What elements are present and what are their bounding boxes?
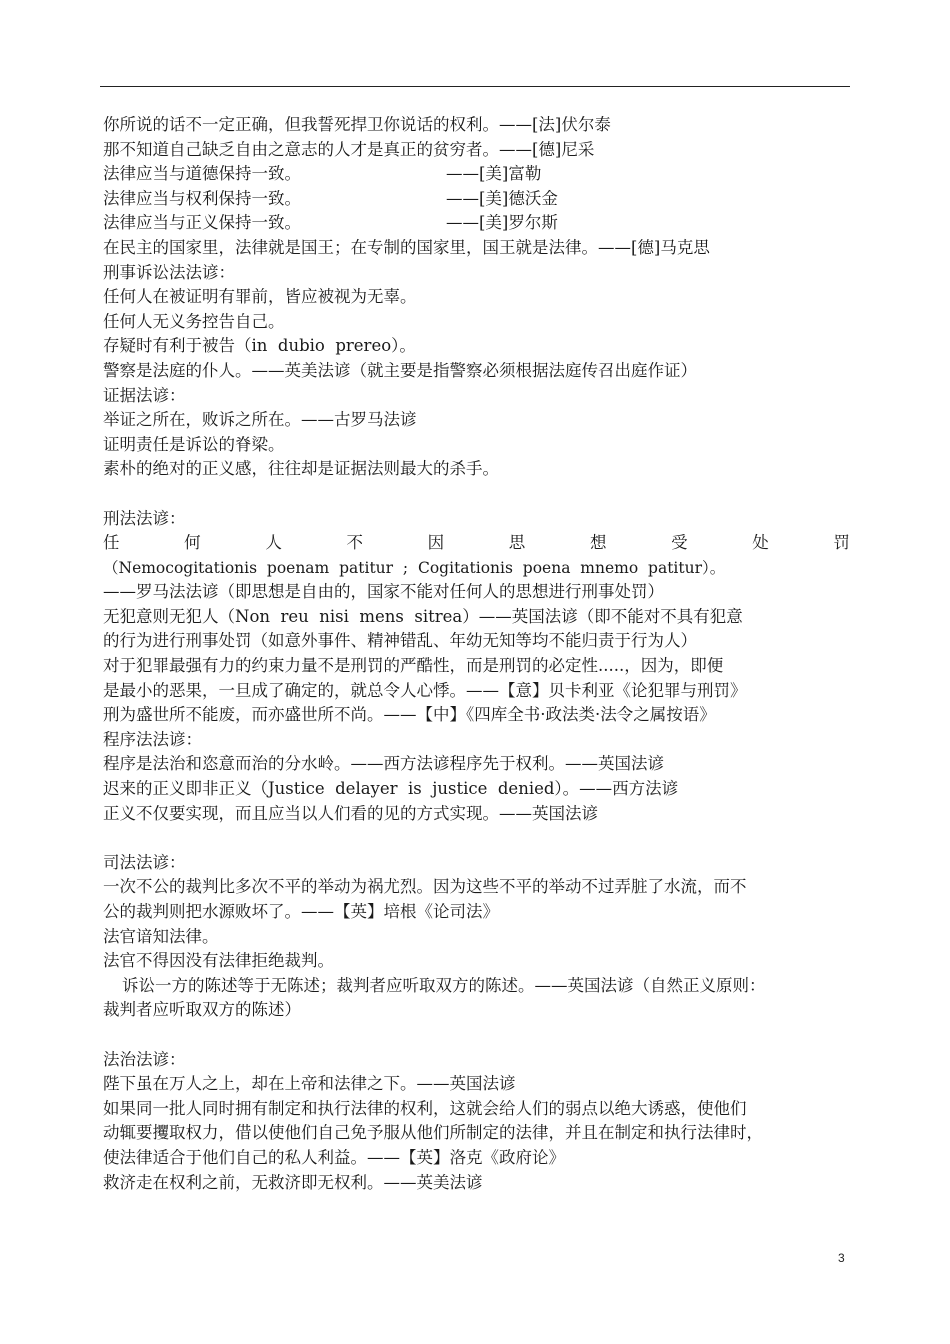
section-heading: 程序法法谚： [103,729,202,749]
quote-text: 法律应当与正义保持一致。 [103,213,301,233]
quote-line: 一次不公的裁判比多次不平的举动为祸尤烈。因为这些不平的举动不过弄脏了水流，而不 [103,877,747,897]
quote-line: 存疑时有利于被告（in dubio prereo）。 [103,336,416,356]
quote-line: 迟来的正义即非正义（Justice delayer is justice denied）。——西方法谚 [103,779,679,799]
blank-line [103,1023,850,1048]
char: 何 [184,533,201,553]
quote-line: 任何人在被证明有罪前，皆应被视为无辜。 [103,287,417,307]
quote-line: 使法律适合于他们自己的私人利益。——【英】洛克《政府论》 [103,1147,565,1167]
quote-line: （Nemocogitationis poenam patitur ; Cogitationis poena mnemo patitur）。 [103,558,726,577]
char: 受 [671,533,688,553]
quote-line: 程序是法治和恣意而治的分水岭。——西方法谚程序先于权利。——英国法谚 [103,754,664,774]
page-number: 3 [838,1251,845,1265]
quote-line: 救济走在权利之前，无救济即无权利。——英美法谚 [103,1172,483,1192]
quote-line: 法官谙知法律。 [103,926,219,946]
char: 想 [589,533,607,553]
char: 不 [346,533,363,553]
char: 处 [752,533,769,553]
quote-line: 你所说的话不一定正确，但我誓死捍卫你说话的权利。——[法]伏尔泰 [103,115,611,134]
quote-line: 对于犯罪最强有力的约束力量不是刑罚的严酷性，而是刑罚的必定性.....，因为，即便 [103,656,724,676]
quote-line [103,162,850,187]
quote-line: 是最小的恶果，一旦成了确定的，就总令人心悸。——【意】贝卡利亚《论犯罪与刑罚》 [103,680,747,700]
quote-line: 裁判者应听取双方的陈述） [103,1000,301,1020]
blank-line [103,482,850,507]
quote-line: 动辄要攫取权力，借以使他们自己免予服从他们所制定的法律，并且在制定和执行法律时， [103,1123,763,1143]
document-body [103,113,850,1195]
quote-text: 法律应当与权利保持一致。 [103,188,301,208]
quote-line: 无犯意则无犯人（Non reu nisi mens sitrea）——英国法谚（即不能对不具有犯意 [103,606,743,626]
section-heading: 司法法谚： [103,852,186,872]
quote-line [103,211,850,236]
quote-text: 法律应当与道德保持一致。 [103,164,301,184]
quote-line: 公的裁判则把水源败坏了。——【英】培根《论司法》 [103,902,499,921]
quote-line: 素朴的绝对的正义感，往往却是证据法则最大的杀手。 [103,459,499,479]
quote-line: 证明责任是诉讼的脊梁。 [103,434,285,454]
section-heading: 法治法谚： [103,1049,186,1069]
quote-line: 警察是法庭的仆人。——英美法谚（就主要是指警察必须根据法庭传召出庭作证） [103,360,697,380]
quote-line: 正义不仅要实现，而且应当以人们看的见的方式实现。——英国法谚 [103,803,598,823]
quote-line: 诉讼一方的陈述等于无陈述；裁判者应听取双方的陈述。——英国法谚（自然正义原则： [122,975,766,995]
quote-line: 的行为进行刑事处罚（如意外事件、精神错乱、年幼无知等均不能归责于行为人） [103,631,697,651]
quote-line: 如果同一批人同时拥有制定和执行法律的权利，这就会给人们的弱点以绝大诱惑，使他们 [103,1098,747,1118]
quote-author: ——[美]德沃金 [446,188,558,208]
quote-line: 那不知道自己缺乏自由之意志的人才是真正的贫穷者。——[德]尼采 [103,139,595,159]
quote-line: 举证之所在，败诉之所在。——古罗马法谚 [103,410,417,430]
quote-line: 法官不得因没有法律拒绝裁判。 [103,951,334,971]
char: 罚 [833,533,850,553]
blank-line [103,826,850,851]
header-rule [100,86,850,87]
section-heading: 刑事诉讼法法谚： [103,262,235,282]
section-heading: 刑法法谚： [103,508,186,528]
quote-line: 在民主的国家里，法律就是国王；在专制的国家里，国王就是法律。——[德]马克思 [103,237,710,257]
quote-author: ——[美]富勒 [446,164,542,184]
spaced-quote-line [103,531,850,556]
char: 人 [265,533,282,553]
char: 因 [427,533,445,553]
quote-line: 刑为盛世所不能废，而亦盛世所不尚。——【中】《四库全书·政法类·法令之属按语》 [103,705,716,725]
char: 任 [103,533,120,553]
quote-line [103,187,850,212]
section-heading: 证据法谚： [103,385,186,405]
quote-line: 陛下虽在万人之上，却在上帝和法律之下。——英国法谚 [103,1074,516,1094]
quote-line: ——罗马法法谚（即思想是自由的，国家不能对任何人的思想进行刑事处罚） [103,582,664,602]
quote-line: 任何人无义务控告自己。 [103,311,285,331]
char: 思 [508,533,526,553]
quote-author: ——[美]罗尔斯 [446,213,558,233]
